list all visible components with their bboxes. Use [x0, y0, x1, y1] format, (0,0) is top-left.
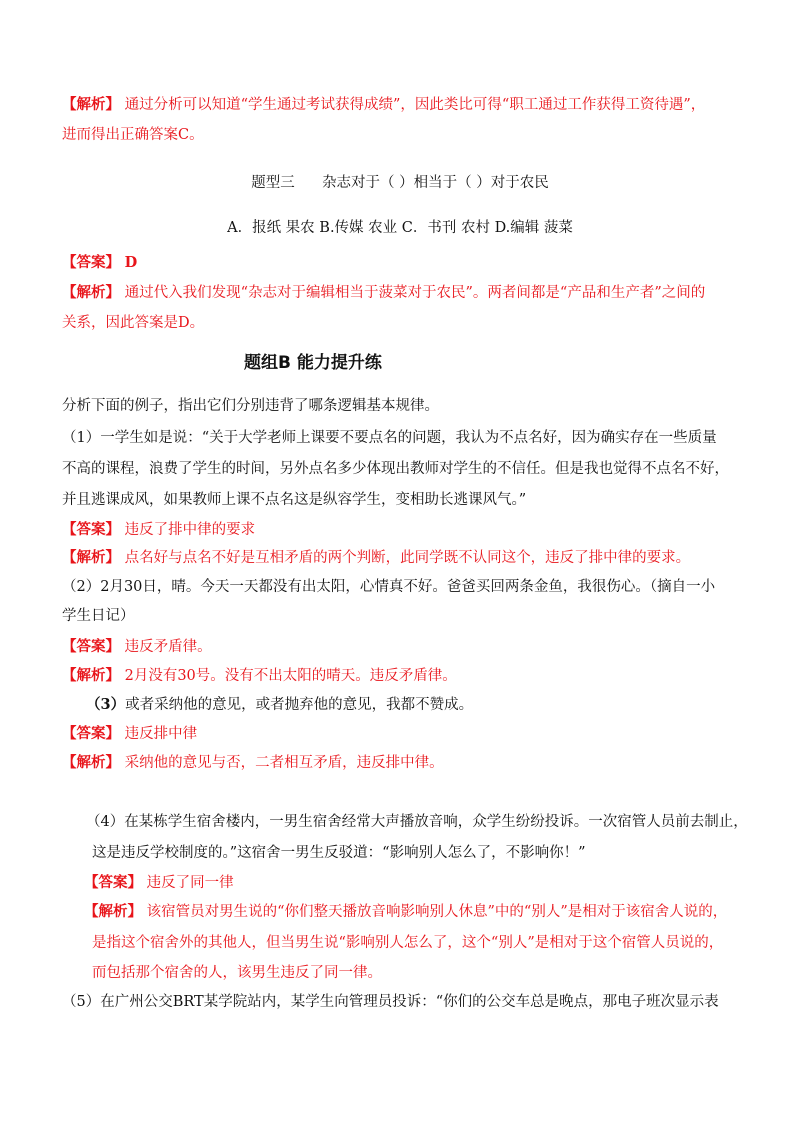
answer-value: 违反矛盾律。 — [124, 639, 212, 655]
q3-text — [86, 695, 473, 715]
jiexi-text: 通过分析可以知道“学生通过考试获得成绩”，因此类比可得“职工通过工作获得工资待遇”， — [124, 97, 706, 113]
jiexi-line — [62, 283, 705, 303]
section-heading: 题组B 能力提升练 — [244, 353, 382, 373]
q3-body: 或者采纳他的意见，或者抛弃他的意见，我都不赞成。 — [125, 697, 474, 713]
section-intro: 分析下面的例子，指出它们分别违背了哪条逻辑基本规律。 — [62, 398, 439, 414]
answer-value: D — [124, 254, 138, 271]
jiexi-text: 该宿管员对男生说的“你们整天播放音响影响别人休息”中的“别人”是相对于该宿舍人说的， — [146, 904, 728, 920]
jiexi-label: 【解析】 — [84, 904, 142, 920]
q1-text: （1）一学生如是说：“关于大学老师上课要不要点名的问题，我认为不点名好，因为确实存在一些质量 — [62, 430, 717, 446]
jiexi-line — [84, 902, 727, 922]
type3-options: A．报纸 果农 B.传媒 农业 C．书刊 农村 D.编辑 菠菜 — [227, 220, 573, 236]
answer-value: 违反了排中律的要求 — [124, 522, 256, 538]
answer-label: 【答案】 — [62, 726, 120, 742]
q5-text: （5）在广州公交BRT某学院站内，某学生向管理员投诉：“你们的公交车总是晚点，那电子班次显示表 — [62, 994, 719, 1010]
answer-value: 违反了同一律 — [146, 875, 234, 891]
jiexi-label: 【解析】 — [62, 668, 120, 684]
q3-number: （3） — [86, 696, 126, 713]
q2-text: 学生日记） — [62, 608, 135, 624]
answer-label: 【答案】 — [84, 875, 142, 891]
jiexi-label: 【解析】 — [62, 755, 120, 771]
answer-label: 【答案】 — [62, 639, 120, 655]
answer-value: 违反排中律 — [124, 726, 198, 742]
jiexi-text-cont: 进而得出正确答案C。 — [62, 127, 204, 143]
jiexi-text: 2月没有30号。没有不出太阳的晴天。违反矛盾律。 — [124, 668, 457, 684]
q1-text: 不高的课程，浪费了学生的时间，另外点名多少体现出教师对学生的不信任。但是我也觉得不点名不好， — [62, 461, 729, 477]
jiexi-text: 通过代入我们发现“杂志对于编辑相当于菠菜对于农民”。两者间都是“产品和生产者”之间的 — [124, 285, 706, 301]
answer-line — [62, 637, 212, 657]
jiexi-text: 点名好与点名不好是互相矛盾的两个判断，此同学既不认同这个，违反了排中律的要求。 — [124, 550, 691, 566]
answer-label: 【答案】 — [62, 522, 120, 538]
answer-line — [62, 253, 137, 273]
q2-text: （2）2月30日，晴。今天一天都没有出太阳，心情真不好。爸爸买回两条金鱼，我很伤心。（摘自一小 — [62, 579, 716, 595]
jiexi-text-cont: 是指这个宿舍外的其他人，但当男生说“影响别人怎么了，这个“别人”是相对于这个宿管人员说的， — [92, 935, 724, 951]
jiexi-text-cont: 关系，因此答案是D。 — [62, 315, 205, 331]
q1-text: 并且逃课成风，如果教师上课不点名这是纵容学生，变相助长逃课风气。” — [62, 492, 527, 508]
type3-question: 杂志对于（ ）相当于（ ）对于农民 — [322, 175, 549, 191]
jiexi-line — [62, 666, 457, 686]
jiexi-text: 采纳他的意见与否，二者相互矛盾，违反排中律。 — [124, 755, 444, 771]
jiexi-line — [62, 753, 444, 773]
jiexi-label: 【解析】 — [62, 285, 120, 301]
jiexi-label: 【解析】 — [62, 550, 120, 566]
type3-title — [0, 173, 800, 193]
answer-line — [62, 724, 197, 744]
q4-text: （4）在某栋学生宿舍楼内，一男生宿舍经常大声播放音响，众学生纷纷投诉。一次宿管人员前去制止， — [86, 814, 748, 830]
jiexi-text-cont: 而包括那个宿舍的人，该男生违反了同一律。 — [92, 965, 382, 981]
answer-line — [62, 520, 255, 540]
q4-text: 这是违反学校制度的。”这宿舍一男生反驳道：“影响别人怎么了，不影响你！” — [92, 845, 586, 861]
answer-label: 【答案】 — [62, 255, 120, 271]
jiexi-line — [62, 548, 690, 568]
type3-label: 题型三 — [251, 175, 295, 191]
answer-line — [84, 873, 234, 893]
jiexi-line — [62, 95, 705, 115]
jiexi-label: 【解析】 — [62, 97, 120, 113]
